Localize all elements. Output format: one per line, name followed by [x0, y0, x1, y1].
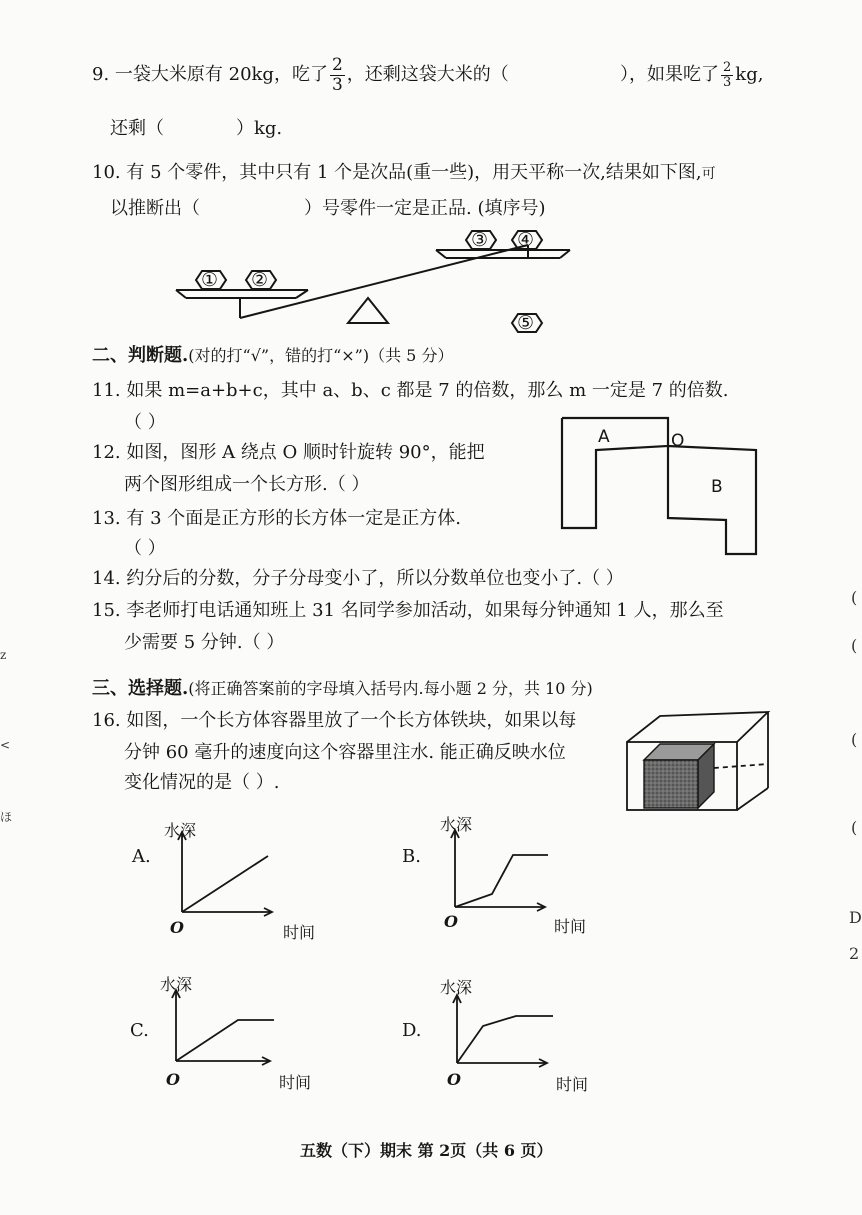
q9-close: ），如果吃了 — [620, 64, 719, 85]
q9-fraction-2: $\frac{2}{3}$ — [723, 59, 732, 90]
q16-line1: 16. 如图，一个长方体容器里放了一个长方体铁块，如果以每 — [92, 710, 577, 731]
margin-right-6: 2 — [849, 944, 860, 963]
q10-line1: 10. 有 5 个零件，其中只有 1 个是次品(重一些)，用天平称一次,结果如下图,可 — [92, 162, 716, 183]
q15-line1: 15. 李老师打电话通知班上 31 名同学参加活动，如果每分钟通知 1 人，那么至 — [92, 600, 724, 621]
q13-answer-paren: （ ） — [124, 538, 166, 559]
q12-label-a: A — [598, 427, 610, 447]
graph-d-xlabel: 时间 — [556, 1075, 589, 1094]
graph-b-origin: O — [444, 912, 458, 931]
q16-line3: 变化情况的是（ ）. — [124, 772, 280, 793]
graph-c-option: C. — [130, 1020, 149, 1041]
margin-right-5: D — [849, 908, 862, 927]
q9-unit: kg, — [735, 64, 764, 85]
q14-text: 14. 约分后的分数，分子分母变小了，所以分数单位也变小了.（ ） — [92, 568, 624, 589]
graph-b-ylabel: 水深 — [440, 815, 473, 834]
graph-a-option: A. — [132, 846, 151, 867]
q13-text: 13. 有 3 个面是正方形的长方体一定是正方体. — [92, 508, 461, 529]
margin-right-4: ( — [851, 818, 858, 837]
part-5: ⑤ — [517, 312, 535, 334]
margin-left-1: z — [0, 648, 7, 662]
graph-c-origin: O — [166, 1070, 180, 1089]
part-3: ③ — [471, 229, 489, 251]
graph-a-origin: O — [170, 918, 184, 937]
q10-line1-tail: 可 — [701, 166, 716, 182]
q11-text: 11. 如果 m=a+b+c，其中 a、b、c 都是 7 的倍数，那么 m 一定是 7 的倍数. — [92, 380, 729, 401]
graph-b-option: B. — [402, 846, 421, 867]
graph-d-option: D. — [402, 1020, 422, 1041]
q16-line2: 分钟 60 毫升的速度向这个容器里注水. 能正确反映水位 — [124, 742, 566, 763]
q10-line2: 以推断出（ ）号零件一定是正品. (填序号) — [110, 198, 546, 219]
part-4: ④ — [517, 229, 535, 251]
part-1: ① — [201, 269, 219, 291]
graph-c-xlabel: 时间 — [279, 1073, 312, 1092]
graph-b-line — [455, 855, 548, 907]
graph-a-line — [182, 856, 268, 912]
section3-heading: 三、选择题.(将正确答案前的字母填入括号内.每小题 2 分，共 10 分) — [92, 678, 593, 699]
graph-c — [172, 990, 274, 1065]
q15-line2: 少需要 5 分钟.（ ） — [124, 632, 285, 653]
page-footer: 五数（下）期末 第 2页（共 6 页） — [300, 1141, 553, 1160]
q11-answer-paren: （ ） — [124, 412, 166, 433]
q9-lead: 9. 一袋大米原有 20kg，吃了 — [92, 64, 328, 85]
part-2: ② — [251, 269, 269, 291]
margin-right-1: ( — [851, 588, 858, 607]
q12-line2: 两个图形组成一个长方形.（ ） — [124, 474, 370, 495]
q9-line2-open: 还剩（ — [110, 118, 164, 139]
margin-right-2: ( — [851, 636, 858, 655]
section2-heading: 二、判断题.(对的打“√”，错的打“×”)（共 5 分） — [92, 345, 454, 366]
q9-fraction-1: $\frac{2}{3}$ — [331, 54, 343, 95]
margin-left-2: < — [0, 738, 11, 752]
graph-a-ylabel: 水深 — [164, 821, 197, 840]
graph-b — [451, 830, 548, 911]
graph-d — [453, 995, 553, 1067]
q9-line2-close: ）kg. — [236, 118, 283, 139]
graph-b-xlabel: 时间 — [554, 917, 587, 936]
graph-a — [178, 832, 272, 916]
margin-left-3: ほ — [0, 810, 13, 824]
q9-mid: ，还剩这袋大米的（ — [346, 64, 509, 85]
q12-label-o: O — [671, 431, 685, 451]
margin-right-3: ( — [851, 730, 858, 749]
graph-c-ylabel: 水深 — [160, 975, 193, 994]
graph-c-line — [176, 1020, 274, 1061]
graph-d-ylabel: 水深 — [440, 978, 473, 997]
graph-d-origin: O — [447, 1070, 461, 1089]
graph-a-xlabel: 时间 — [283, 923, 316, 942]
q12-line1: 12. 如图，图形 A 绕点 O 顺时针旋转 90°，能把 — [92, 442, 485, 463]
q12-label-b: B — [711, 477, 723, 497]
graph-d-line — [457, 1016, 553, 1063]
